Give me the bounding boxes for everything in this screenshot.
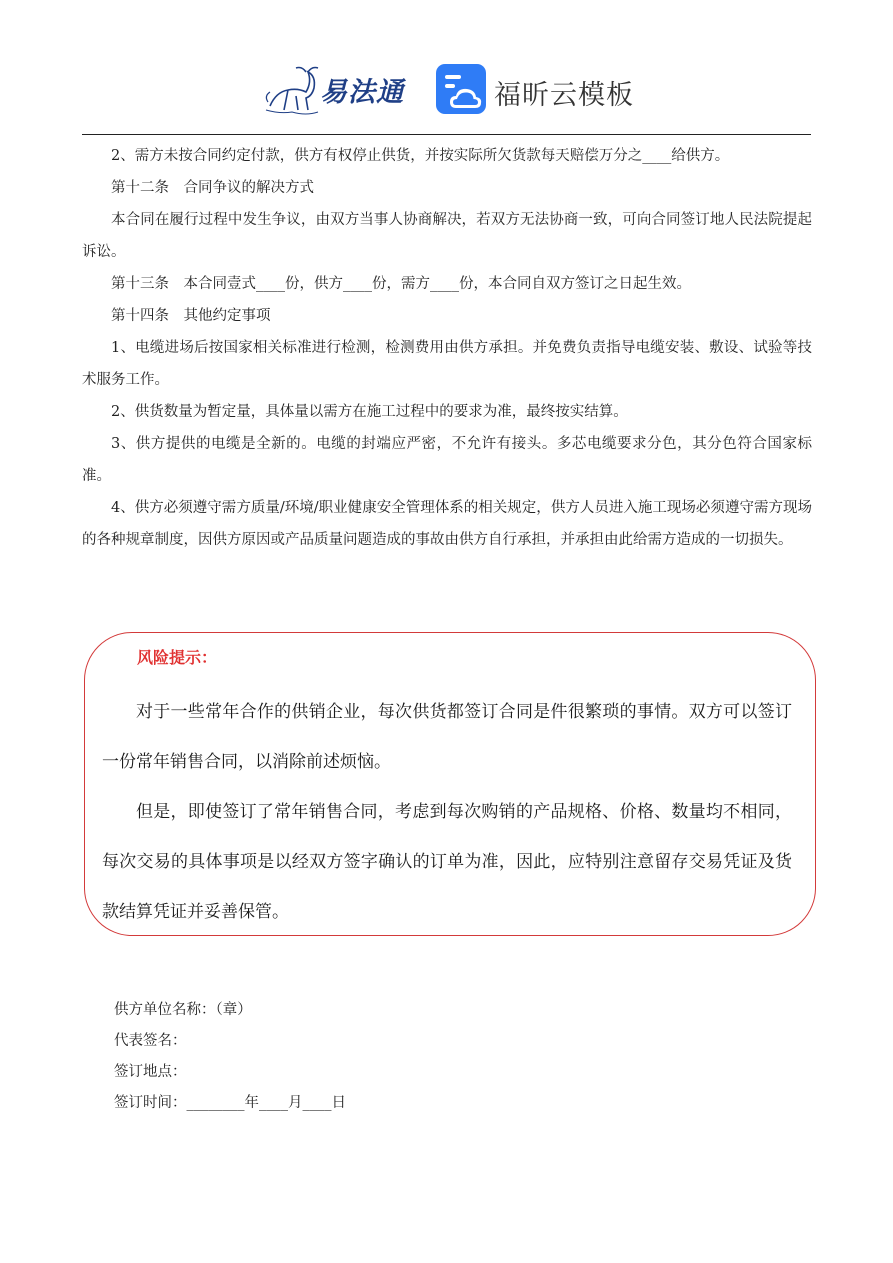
risk-paragraph: 但是，即使签订了常年销售合同，考虑到每次购销的产品规格、价格、数量均不相同，每次交易的具体事项是以经双方签字确认的订单为准，因此，应特别注意留存交易凭证及货款结算凭证并妥善保管。 (102, 802, 792, 922)
clause-paragraph: 1、电缆进场后按国家相关标准进行检测，检测费用由供方承担。并免费负责指导电缆安装、敷设、试验等技术服务工作。 (82, 340, 812, 388)
signature-block (114, 995, 346, 1119)
clause-heading: 第十二条 合同争议的解决方式 (111, 180, 314, 196)
qilin-icon (262, 62, 322, 118)
clause-paragraph: 本合同在履行过程中发生争议，由双方当事人协商解决，若双方无法协商一致，可向合同签订地人民法院提起诉讼。 (82, 212, 812, 260)
risk-warning-body (102, 687, 792, 937)
risk-paragraph: 对于一些常年合作的供销企业，每次供货都签订合同是件很繁琐的事情。双方可以签订一份常年销售合同，以消除前述烦恼。 (102, 702, 792, 772)
foxit-template-logo (436, 64, 636, 120)
header-divider (82, 134, 811, 135)
logo2-text: 福昕云模板 (494, 80, 634, 111)
logo1-text: 易法通 (320, 77, 404, 108)
clause-paragraph: 3、供方提供的电缆是全新的。电缆的封端应严密，不允许有接头。多芯电缆要求分色，其分色符合国家标准。 (82, 436, 812, 484)
yifatong-logo (262, 62, 412, 118)
clause-heading: 第十四条 其他约定事项 (111, 308, 271, 324)
signing-time-line: 签订时间：________年____月____日 (114, 1095, 346, 1111)
clause-paragraph: 2、需方未按合同约定付款，供方有权停止供货，并按实际所欠货款每天赔偿万分之____给供方。 (111, 148, 730, 164)
contract-body (82, 140, 812, 556)
signing-place-line: 签订地点： (114, 1064, 187, 1080)
cloud-doc-icon (436, 64, 486, 114)
supplier-name-line: 供方单位名称：（章） (114, 1002, 252, 1018)
risk-warning-title: 风险提示： (137, 648, 218, 667)
representative-signature-line: 代表签名： (114, 1033, 187, 1049)
risk-warning-box (84, 632, 816, 936)
clause-paragraph: 2、供货数量为暂定量，具体量以需方在施工过程中的要求为准，最终按实结算。 (111, 404, 628, 420)
clause-paragraph: 4、供方必须遵守需方质量/环境/职业健康安全管理体系的相关规定，供方人员进入施工现场必须遵守需方现场的各种规章制度，因供方原因或产品质量问题造成的事故由供方自行承担，并承担由此给需方造成的一切损失。 (82, 500, 812, 548)
document-header (0, 58, 893, 124)
clause-heading: 第十三条 本合同壹式____份，供方____份，需方____份，本合同自双方签订之日起生效。 (111, 276, 691, 292)
